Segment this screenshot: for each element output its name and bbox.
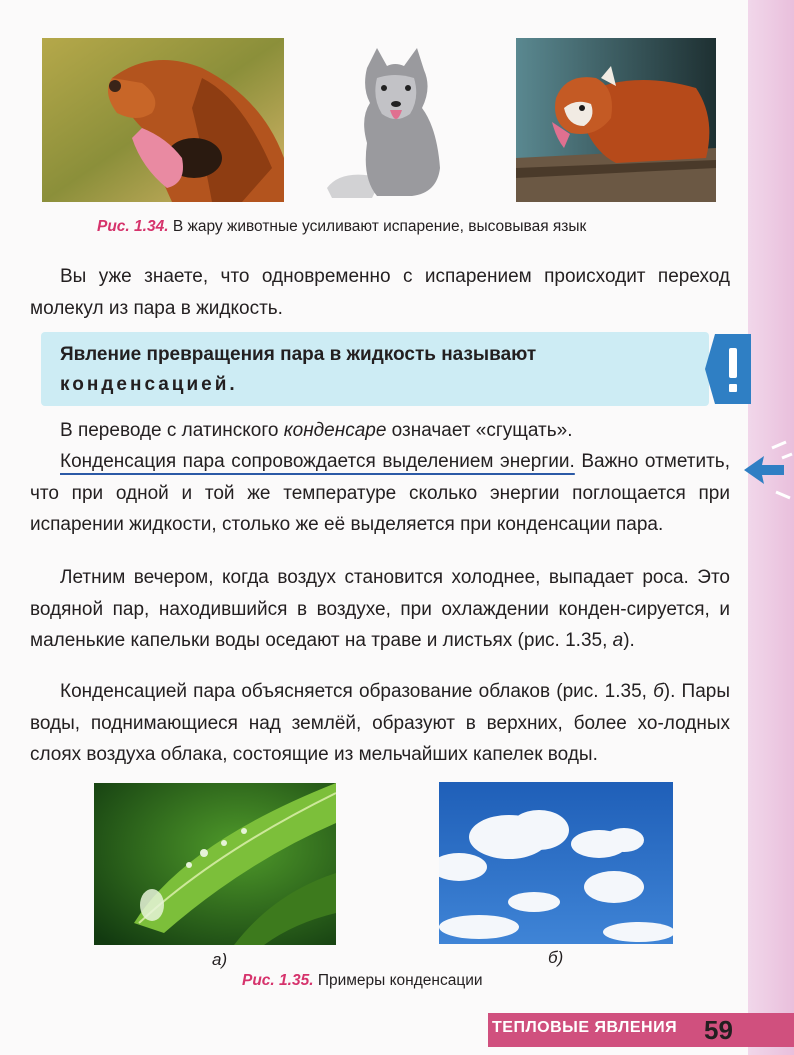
- definition-phrase: Явление превращения пара в жидкость называют: [60, 344, 537, 365]
- arrow-pointer-icon: [742, 440, 794, 502]
- exclamation-icon: [705, 334, 751, 404]
- figure-sublabel-b: б): [548, 948, 564, 967]
- paragraph-1: Вы уже знаете, что одновременно с испарением происходит переход молекул из пара в жидкость.: [30, 266, 730, 319]
- figure-ref: б: [653, 681, 664, 702]
- text-run: Конденсацией пара объясняется образование облаков (рис. 1.35,: [60, 681, 654, 702]
- red-panda-photo: [516, 38, 716, 202]
- page-number: 59: [704, 1015, 733, 1045]
- paragraph-5: [30, 676, 730, 771]
- key-statement: Конденсация пара сопровождается выделением энергии.: [60, 451, 575, 472]
- figure-1-35-caption: [242, 972, 483, 990]
- dog-photo: [42, 38, 284, 202]
- latin-term: конденсаре: [283, 420, 387, 441]
- text-run: ).: [623, 630, 635, 651]
- text-run: ). Пары воды, поднимающиеся над землёй, образуют в верхних, более хо-лодных слоях воздуха облака, состоящие из мельчайших капелек воды.: [30, 681, 730, 765]
- text-run: В переводе с латинского: [60, 420, 284, 441]
- text-run: Важно отметить, что при одной и той же температуре сколько энергии поглощается при испарении жидкости, столько же её выделяется при конденсации пара.: [30, 451, 730, 535]
- arctic-fox-photo: [322, 48, 468, 198]
- clouds-photo: [439, 782, 673, 944]
- figure-label: Рис. 1.34.: [97, 218, 169, 235]
- paragraph-4: [30, 562, 730, 657]
- definition-text: [60, 340, 670, 400]
- text-run: означает «сгущать».: [386, 420, 573, 441]
- section-title: ТЕПЛОВЫЕ ЯВЛЕНИЯ: [492, 1019, 678, 1036]
- paragraph-2: [30, 415, 730, 447]
- figure-ref: а: [612, 630, 624, 651]
- figure-caption-text: Примеры конденсации: [313, 972, 483, 989]
- page-edge-strip: [748, 0, 794, 1055]
- definition-term: конденсацией.: [60, 374, 238, 395]
- figure-1-34-caption: [97, 218, 586, 236]
- figure-label: Рис. 1.35.: [242, 972, 314, 989]
- paragraph-3: [30, 446, 730, 541]
- figure-sublabel-a: а): [212, 950, 228, 969]
- figure-caption-text: В жару животные усиливают испарение, высовывая язык: [168, 218, 587, 235]
- text-run: Летним вечером, когда воздух становится холоднее, выпадает роса. Это водяной пар, находившийся в воздухе, при охлаждении конден-сируется, и маленькие капельки воды оседают на траве и листьях (рис. 1.35,: [30, 567, 730, 651]
- dew-leaf-photo: [94, 783, 336, 945]
